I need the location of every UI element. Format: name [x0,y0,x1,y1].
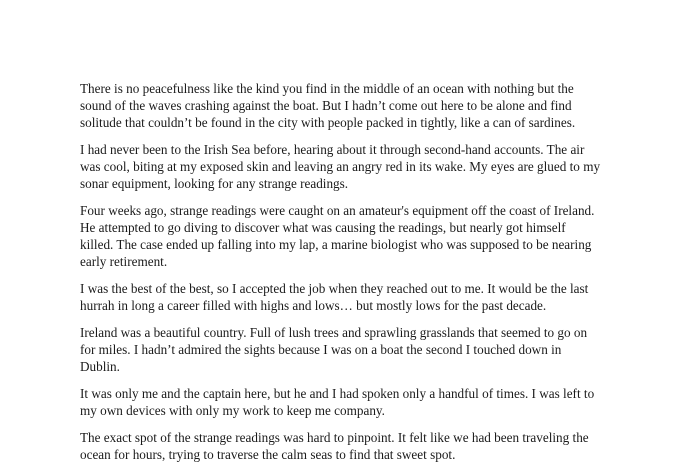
paragraph-2: I had never been to the Irish Sea before, hearing about it through second-hand accounts. The air was cool, biting at my exposed skin and leaving an angry red in its wake. My eyes are glued to my sonar equipment, looking for any strange readings. [80,142,601,191]
paragraph-5: Ireland was a beautiful country. Full of lush trees and sprawling grasslands that seemed to go on for miles. I hadn’t admired the sights because I was on a boat the second I touched down in Dublin. [80,325,588,374]
document-page [80,80,602,473]
paragraph-6: It was only me and the captain here, but he and I had spoken only a handful of times. I was left to my own devices with only my work to keep me company. [80,386,595,418]
paragraph-1: There is no peacefulness like the kind you find in the middle of an ocean with nothing but the sound of the waves crashing against the boat. But I hadn’t come out here to be alone and find solitude that couldn’t be found in the city with people packed in tightly, like a can of sardines. [80,81,576,130]
paragraph-7: The exact spot of the strange readings was hard to pinpoint. It felt like we had been traveling the ocean for hours, trying to traverse the calm seas to find that sweet spot. [80,430,589,462]
paragraph-3: Four weeks ago, strange readings were caught on an amateur's equipment off the coast of Ireland. He attempted to go diving to discover what was causing the readings, but nearly got himself killed. The case ended up falling into my lap, a marine biologist who was supposed to be nearing early retirement. [80,203,595,269]
paragraph-4: I was the best of the best, so I accepted the job when they reached out to me. It would be the last hurrah in long a career filled with highs and lows… but mostly lows for the past decade. [80,281,589,313]
